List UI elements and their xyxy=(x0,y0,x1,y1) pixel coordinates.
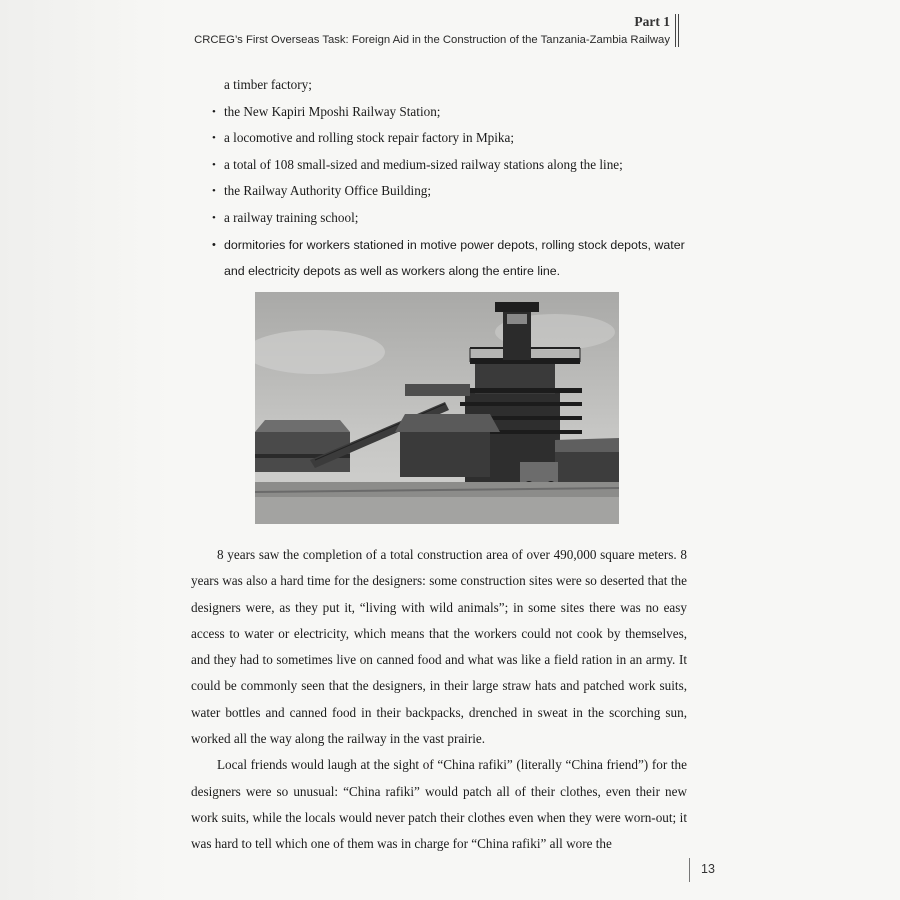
list-item-text: dormitories for workers stationed in motive power depots, rolling stock depots, water xyxy=(224,237,685,252)
list-item-text: the Railway Authority Office Building; xyxy=(224,183,432,199)
list-item-text: a railway training school; xyxy=(224,209,359,225)
paragraph xyxy=(191,752,687,857)
list-item-text: a total of 108 small-sized and medium-sized railway stations along the line; xyxy=(224,156,623,172)
paragraph-text: 8 years saw the completion of a total construction area of over 490,000 square meters. 8 years was also a hard time for the designers: some construction sites were so deserted that the designers were, as they put it, “living with wild animals”; in some sites there was no easy access to water or electricity, which means that the workers could not cook by themselves, and they had to sometimes live on canned food and what was like a field ration in an army. It could be commonly seen that the designers, in their large straw hats and patched work suits, water bottles and canned food in their backpacks, drenched in sweat in the scorching sun, worked all the way along the railway in the vast prairie. xyxy=(191,547,687,747)
list-item xyxy=(212,125,692,152)
header-rule xyxy=(678,14,679,47)
list-item xyxy=(212,205,692,232)
bullet-icon: • xyxy=(212,105,216,118)
list-item xyxy=(212,72,692,99)
list-item-text: the New Kapiri Mposhi Railway Station; xyxy=(224,103,441,119)
list-item-text: a timber factory; xyxy=(224,77,312,92)
factory-illustration xyxy=(255,292,619,524)
header-rule xyxy=(675,14,676,47)
list-item xyxy=(212,232,692,259)
body-text xyxy=(191,542,687,858)
facility-list xyxy=(212,72,692,285)
list-item-text: and electricity depots as well as workers along the entire line. xyxy=(224,264,561,279)
list-item xyxy=(212,178,692,205)
bullet-icon: • xyxy=(212,132,216,145)
railway-factory-photo xyxy=(255,292,619,524)
paragraph xyxy=(191,542,687,752)
page-number-rule xyxy=(689,858,690,882)
bullet-icon: • xyxy=(212,211,216,224)
paragraph-text: Local friends would laugh at the sight of “China rafiki” (literally “China friend”) for the designers were so unusual: “China rafiki” would patch all of their clothes, even their new work suits, while the locals would never patch their clothes even when they were worn-out; it was hard to tell which one of them was in charge for “China rafiki” all wore the xyxy=(191,757,687,852)
bullet-icon: • xyxy=(212,185,216,198)
running-header-part: Part 1 xyxy=(634,14,670,29)
bullet-icon: • xyxy=(212,158,216,171)
list-item xyxy=(212,99,692,126)
bullet-icon: • xyxy=(212,238,216,251)
running-header-title: CRCEG’s First Overseas Task: Foreign Aid in the Construction of the Tanzania-Zambia Railway xyxy=(194,34,670,46)
list-item xyxy=(212,152,692,179)
list-item-continuation xyxy=(212,258,692,285)
page-number: 13 xyxy=(701,862,715,876)
list-item-text: a locomotive and rolling stock repair factory in Mpika; xyxy=(224,130,515,146)
